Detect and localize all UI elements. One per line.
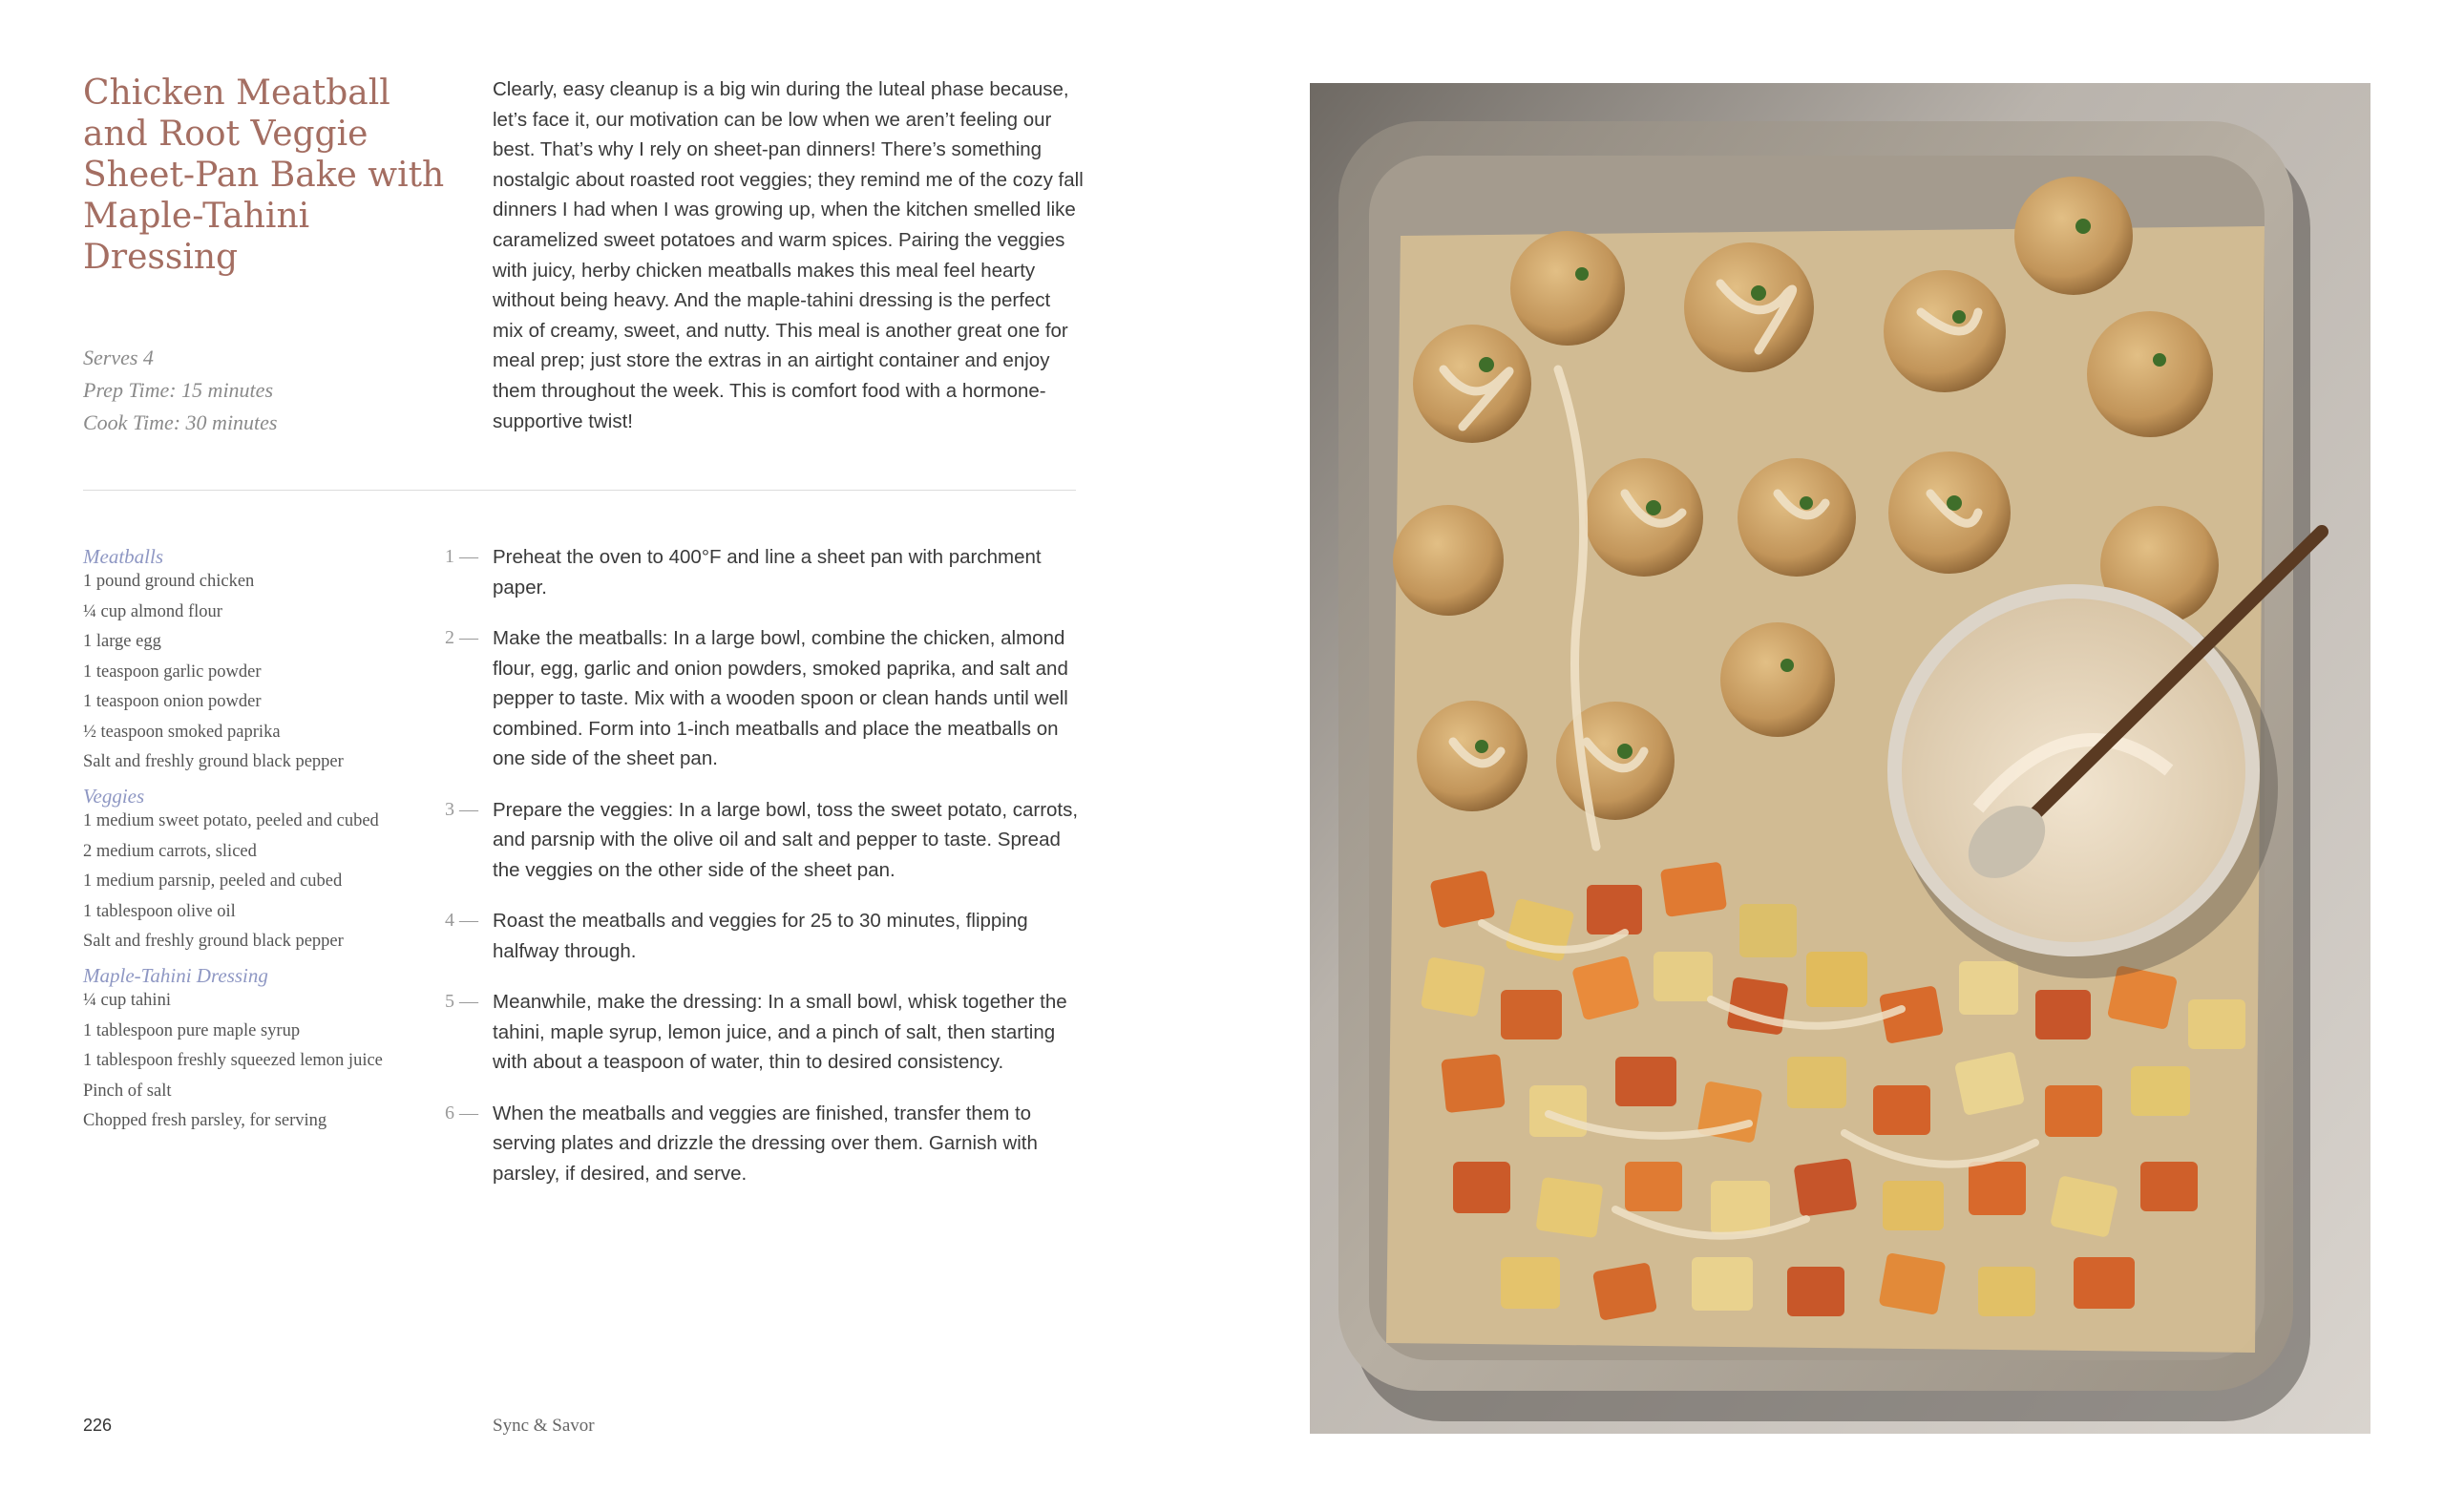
ingredient-item: 1 tablespoon olive oil	[83, 901, 236, 921]
ingredient-item: 1 large egg	[83, 632, 161, 651]
step-number: 1 —	[445, 546, 478, 567]
step-text: Make the meatballs: In a large bowl, combine the chicken, almond flour, egg, garlic and onion powders, smoked paprika, and salt and pepper to taste. Mix with a wooden spoon or clean hands until well combined. Form into 1-inch meatballs and place the meatballs on one side of the sheet pan.	[493, 627, 1068, 769]
method-step	[445, 542, 1085, 602]
ingredients-list	[83, 542, 403, 1141]
ingredient-heading: Maple-Tahini Dressing	[83, 964, 268, 987]
method-step	[445, 623, 1085, 774]
step-number: 2 —	[445, 627, 478, 648]
ingredient-group-veggies	[83, 782, 403, 953]
recipe-title: Chicken Meatball and Root Veggie Sheet-Pan Bake with Maple-Tahini Dressing	[83, 74, 445, 277]
method-steps	[445, 542, 1085, 1209]
ingredient-item: ¼ cup tahini	[83, 991, 171, 1010]
recipe-meta	[83, 342, 446, 439]
ingredient-item: Chopped fresh parsley, for serving	[83, 1111, 327, 1130]
ingredient-group-dressing	[83, 961, 403, 1132]
method-step	[445, 906, 1085, 966]
page-number: 226	[83, 1416, 113, 1435]
step-text: Prepare the veggies: In a large bowl, toss the sweet potato, carrots, and parsnip with the olive oil and salt and pepper to taste. Spread the veggies on the other side of the sheet pan.	[493, 798, 1079, 881]
book-title: Sync & Savor	[493, 1416, 595, 1436]
ingredient-item: Pinch of salt	[83, 1081, 172, 1101]
ingredient-item: 1 tablespoon freshly squeezed lemon juice	[83, 1051, 383, 1070]
step-number: 3 —	[445, 798, 478, 820]
serves-text: Serves 4	[83, 346, 154, 369]
step-text: When the meatballs and veggies are finished, transfer them to serving plates and drizzle the dressing over them. Garnish with parsley, if desired, and serve.	[493, 1102, 1038, 1185]
ingredient-item: ½ teaspoon smoked paprika	[83, 722, 281, 742]
method-step	[445, 987, 1085, 1078]
ingredient-group-meatballs	[83, 542, 403, 773]
prep-time-text: Prep Time: 15 minutes	[83, 378, 273, 402]
ingredient-item: 1 pound ground chicken	[83, 572, 255, 591]
ingredient-item: Salt and freshly ground black pepper	[83, 932, 344, 951]
ingredient-item: 1 teaspoon onion powder	[83, 692, 262, 711]
ingredient-item: Salt and freshly ground black pepper	[83, 752, 344, 771]
step-number: 4 —	[445, 910, 478, 931]
sheet-pan-illustration	[1310, 83, 2370, 1434]
ingredient-item: 2 medium carrots, sliced	[83, 841, 257, 861]
step-text: Preheat the oven to 400°F and line a sheet pan with parchment paper.	[493, 546, 1042, 598]
ingredient-item: 1 tablespoon pure maple syrup	[83, 1020, 301, 1040]
step-text: Meanwhile, make the dressing: In a small bowl, whisk together the tahini, maple syrup, lemon juice, and a pinch of salt, then starting with about a teaspoon of water, thin to desired consistency.	[493, 991, 1067, 1073]
step-number: 5 —	[445, 991, 478, 1012]
method-step	[445, 795, 1085, 886]
ingredient-item: 1 medium sweet potato, peeled and cubed	[83, 811, 379, 830]
ingredient-item: ¼ cup almond flour	[83, 601, 222, 621]
ingredient-item: 1 teaspoon garlic powder	[83, 662, 262, 682]
recipe-intro: Clearly, easy cleanup is a big win during the luteal phase because, let’s face it, our motivation can be low when we aren’t feeling our best. That’s why I rely on sheet-pan dinners! There’s something nostalgic about roasted root veggies; they remind me of the cozy fall dinners I had when I was growing up, when the kitchen smelled like caramelized sweet potatoes and warm spices. Pairing the veggies with juicy, herby chicken meatballs makes this meal feel hearty without being heavy. And the maple-tahini dressing is the perfect mix of creamy, sweet, and nutty. This meal is another great one for meal prep; just store the extras in an airtight container and enjoy them throughout the week. This is comfort food with a hormone-supportive twist!	[493, 78, 1084, 432]
ingredient-heading: Veggies	[83, 785, 145, 808]
recipe-photo	[1310, 83, 2370, 1434]
cook-time-text: Cook Time: 30 minutes	[83, 410, 278, 434]
section-divider	[83, 490, 1076, 491]
method-step	[445, 1099, 1085, 1189]
step-number: 6 —	[445, 1102, 478, 1124]
step-text: Roast the meatballs and veggies for 25 to 30 minutes, flipping halfway through.	[493, 910, 1028, 962]
ingredient-item: 1 medium parsnip, peeled and cubed	[83, 872, 343, 891]
ingredient-heading: Meatballs	[83, 545, 163, 568]
